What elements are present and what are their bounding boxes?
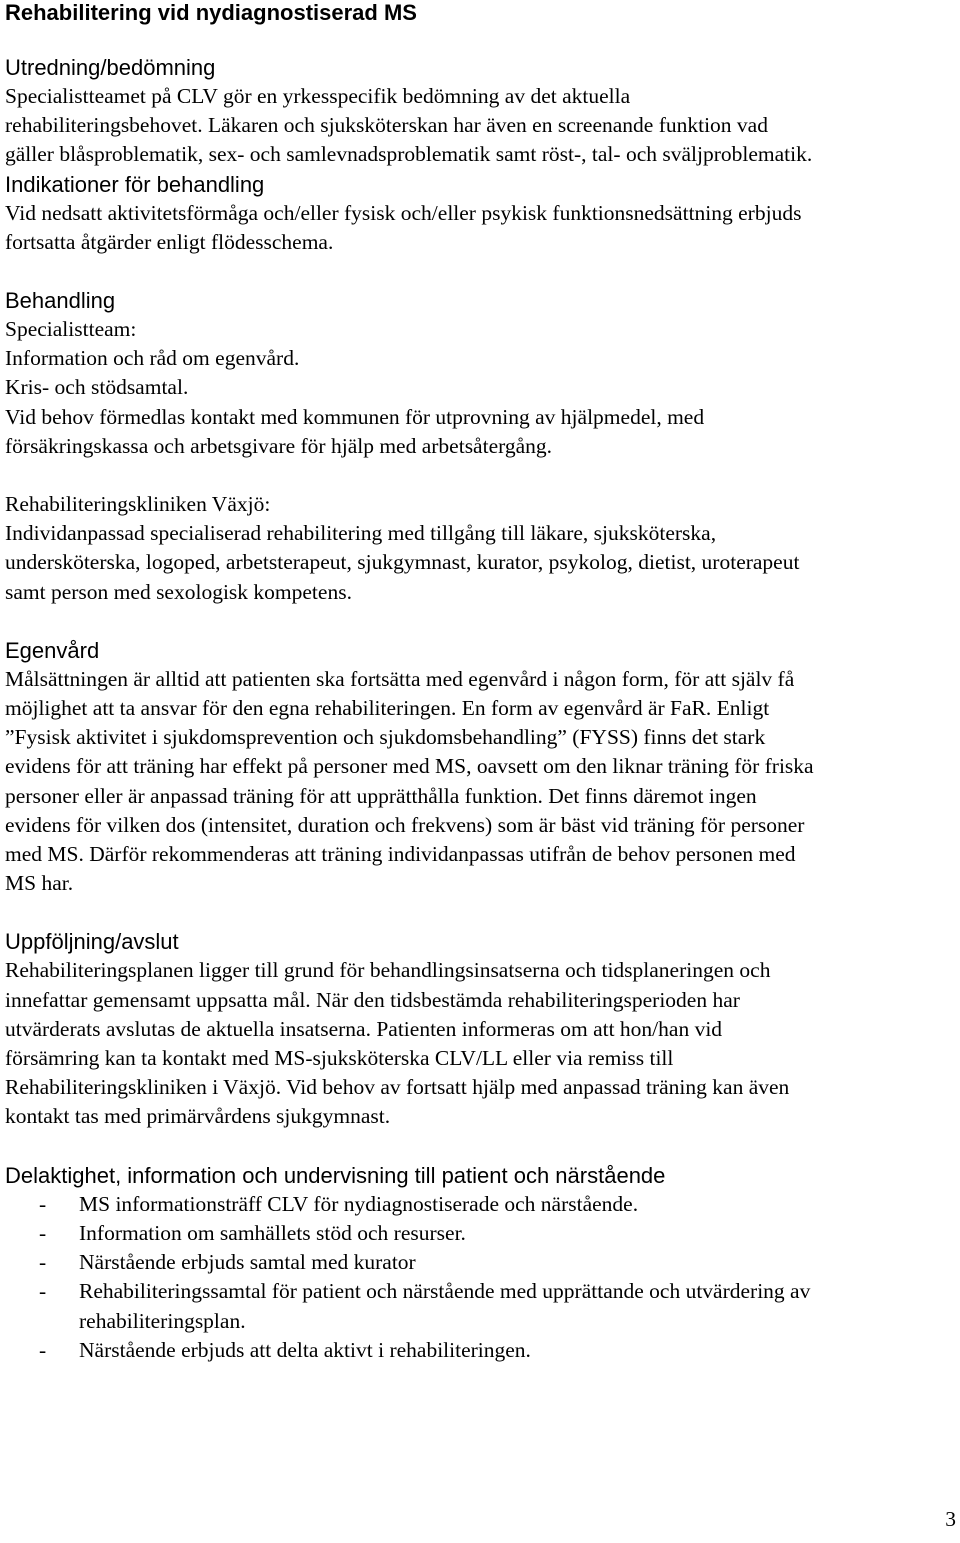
list-item-continuation [5,1307,955,1336]
list-item [5,1277,955,1306]
paragraph-line: Specialistteamet på CLV gör en yrkesspecifik bedömning av det aktuella [5,84,631,108]
paragraph-line: Kris- och stödsamtal. [5,375,189,400]
paragraph-line: ”Fysisk aktivitet i sjukdomsprevention och sjukdomsbehandling” (FYSS) finns det stark [5,725,766,750]
paragraph-line: evidens för vilken dos (intensitet, duration och frekvens) som är bäst vid träning för personer [5,812,805,837]
section-indikationer [5,170,955,257]
document-page [5,0,955,1365]
paragraph-line: undersköterska, logoped, arbetsterapeut, sjukgymnast, kurator, psykolog, dietist, uroterapeut [5,550,800,575]
paragraph-line: Vid nedsatt aktivitetsförmåga och/eller fysisk och/eller psykisk funktionsnedsättning erbjuds [5,200,802,225]
page-number: 3 [945,1507,956,1531]
paragraph-line: kontakt tas med primärvårdens sjukgymnast. [5,1104,391,1129]
section-heading: Indikationer för behandling [5,171,265,197]
paragraph-line: försäkringskassa och arbetsgivare för hjälp med arbetsåtergång. [5,433,553,458]
section-delaktighet [5,1161,955,1365]
section-utredning [5,53,955,170]
dash-bullet: - [39,1220,47,1245]
paragraph-line: Målsättningen är alltid att patienten ska fortsätta med egenvård i någon form, för att själv få [5,666,795,691]
paragraph-line: möjlighet att ta ansvar för den egna rehabiliteringen. En form av egenvård är FaR. Enligt [5,696,770,721]
document-title: Rehabilitering vid nydiagnostiserad MS [5,0,417,25]
list-item [5,1190,955,1219]
bullet-list [5,1190,955,1365]
paragraph-line: samt person med sexologisk kompetens. [5,579,352,604]
list-item-text: Rehabiliteringssamtal för patient och närstående med upprättande och utvärdering av [79,1279,811,1304]
list-item-text: Närstående erbjuds att delta aktivt i rehabiliteringen. [79,1337,531,1362]
paragraph-line: Rehabiliteringsplanen ligger till grund för behandlingsinsatserna och tidsplaneringen och [5,958,771,983]
list-item [5,1248,955,1277]
section-uppfoljning [5,927,955,1131]
section-heading: Utredning/bedömning [5,55,216,80]
dash-bullet: - [39,1337,47,1362]
paragraph-line: gäller blåsproblematik, sex- och samlevnadsproblematik samt röst-, tal- och sväljproblematik. [5,142,813,167]
paragraph-line: rehabiliteringsbehovet. Läkaren och sjuksköterskan har även en screenande funktion vad [5,113,768,138]
paragraph-line: Individanpassad specialiserad rehabilitering med tillgång till läkare, sjuksköterska, [5,521,717,546]
section-heading: Behandling [5,288,116,314]
paragraph-line: personer eller är anpassad träning för att upprätthålla funktion. Det finns däremot ingen [5,783,757,808]
list-item-text: rehabiliteringsplan. [79,1308,246,1333]
paragraph-line: MS har. [5,871,74,896]
section-heading: Egenvård [5,637,100,663]
paragraph-line: Rehabiliteringskliniken Växjö: [5,492,271,517]
paragraph-line: försämring kan ta kontakt med MS-sjuksköterska CLV/LL eller via remiss till [5,1046,674,1071]
list-item [5,1219,955,1248]
section-egenvard [5,636,955,899]
section-heading: Delaktighet, information och undervisning till patient och närstående [5,1162,666,1188]
list-item-text: Närstående erbjuds samtal med kurator [79,1250,416,1275]
list-item [5,1336,955,1365]
paragraph-line: Rehabiliteringskliniken i Växjö. Vid behov av fortsatt hjälp med anpassad träning kan även [5,1075,790,1100]
dash-bullet: - [39,1191,47,1216]
dash-bullet: - [39,1250,47,1275]
paragraph-line: innefattar gemensamt uppsatta mål. När den tidsbestämda rehabiliteringsperioden har [5,987,740,1012]
paragraph-line: fortsatta åtgärder enligt flödesschema. [5,229,334,254]
list-item-text: Information om samhällets stöd och resurser. [79,1220,466,1245]
paragraph-line: Information och råd om egenvård. [5,346,300,371]
paragraph-line: evidens för att träning har effekt på personer med MS, oavsett om den liknar träning för friska [5,754,814,779]
dash-bullet: - [39,1279,47,1304]
list-item-text: MS informationsträff CLV för nydiagnostiserade och närstående. [79,1191,639,1216]
section-heading: Uppföljning/avslut [5,929,179,955]
section-behandling [5,286,955,607]
paragraph-line: Specialistteam: [5,317,137,342]
paragraph-line: Vid behov förmedlas kontakt med kommunen för utprovning av hjälpmedel, med [5,404,705,429]
paragraph-line: med MS. Därför rekommenderas att träning individanpassas utifrån de behov personen med [5,842,796,867]
paragraph-line: utvärderats avslutas de aktuella insatserna. Patienten informeras om att hon/han vid [5,1016,723,1041]
